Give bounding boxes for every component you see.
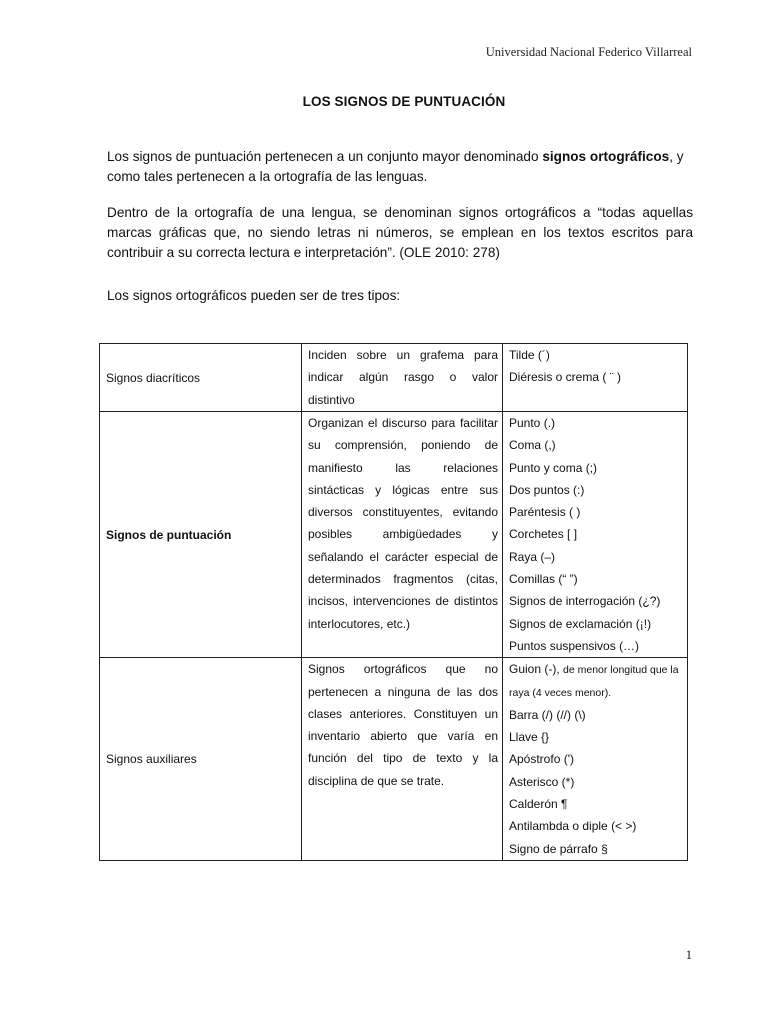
list-item: Coma (,) xyxy=(509,438,556,453)
intro-paragraph xyxy=(107,147,693,187)
list-item: Llave {} xyxy=(509,730,550,745)
list-item: Punto (.) xyxy=(509,416,556,430)
list-item: Signos de interrogación (¿?) xyxy=(509,594,661,609)
list-item: Calderón ¶ xyxy=(509,797,568,812)
row-description: Organizan el discurso para facilitar su comprensión, poniendo de manifiesto las relaciones sintácticas y lógicas entre sus diversos constituyentes, evitando posibles ambigüedades y señalando el carácter especial de determinados fragmentos (citas, incisos, intervenciones de distintos interlocutores, etc.) xyxy=(308,416,498,631)
page-title: LOS SIGNOS DE PUNTUACIÓN xyxy=(302,94,506,109)
row-description: Signos ortográficos que no pertenecen a ninguna de las dos clases anteriores. Constituyen un inventario abierto que varía en función del tipo de texto y la disciplina de que se trate. xyxy=(308,662,498,788)
list-item: Puntos suspensivos (…) xyxy=(509,638,640,653)
page-number: 1 xyxy=(685,948,692,962)
row-description: Inciden sobre un grafema para indicar algún rasgo o valor distintivo xyxy=(308,348,498,407)
intro-bold-term: signos ortográficos xyxy=(542,149,670,164)
list-item: Dos puntos (:) xyxy=(509,482,585,497)
types-paragraph: Los signos ortográficos pueden ser de tres tipos: xyxy=(107,288,401,303)
intro-text-start: Los signos de puntuación pertenecen a un conjunto mayor denominado xyxy=(107,149,543,164)
list-item: Signos de exclamación (¡!) xyxy=(509,616,652,631)
signs-table xyxy=(99,343,688,861)
list-item: Raya (–) xyxy=(509,549,556,564)
guion-label: Guion (-), xyxy=(509,662,564,677)
guion-note: de menor longitud que la xyxy=(563,664,679,677)
table-row xyxy=(100,412,688,658)
list-item-continuation: raya (4 veces menor). xyxy=(509,686,612,699)
row-name: Signos de puntuación xyxy=(100,412,302,658)
list-item: Diéresis o crema ( ¨ ) xyxy=(509,370,622,385)
list-item xyxy=(509,658,687,681)
row-name: Signos diacríticos xyxy=(100,344,302,412)
intro-text-end: , y como tales pertenecen a la ortografía de las lenguas. xyxy=(107,149,684,184)
list-item: Corchetes [ ] xyxy=(509,527,578,542)
list-item: Apóstrofo (') xyxy=(509,752,574,767)
signs-list xyxy=(509,658,687,860)
table-row xyxy=(100,658,688,861)
signs-list xyxy=(509,412,687,657)
list-item: Asterisco (*) xyxy=(509,774,575,789)
list-item: Punto y coma (;) xyxy=(509,460,598,475)
list-item: Tilde (´) xyxy=(509,348,550,362)
list-item: Signo de párrafo § xyxy=(509,841,608,856)
running-header: Universidad Nacional Federico Villarreal xyxy=(485,45,692,59)
definition-paragraph: Dentro de la ortografía de una lengua, se denominan signos ortográficos a “todas aquellas marcas gráficas que, no siendo letras ni números, se emplean en los textos escritos para contribuir a su correcta lectura e interpretación”. (OLE 2010: 278) xyxy=(107,205,693,260)
list-item: Barra (/) (//) (\) xyxy=(509,707,586,722)
list-item: Paréntesis ( ) xyxy=(509,505,581,520)
list-item: Antilambda o diple (< >) xyxy=(509,819,637,834)
row-name: Signos auxiliares xyxy=(100,658,302,861)
signs-list xyxy=(509,344,687,389)
table-row xyxy=(100,344,688,412)
list-item: Comillas (“ ”) xyxy=(509,572,578,587)
